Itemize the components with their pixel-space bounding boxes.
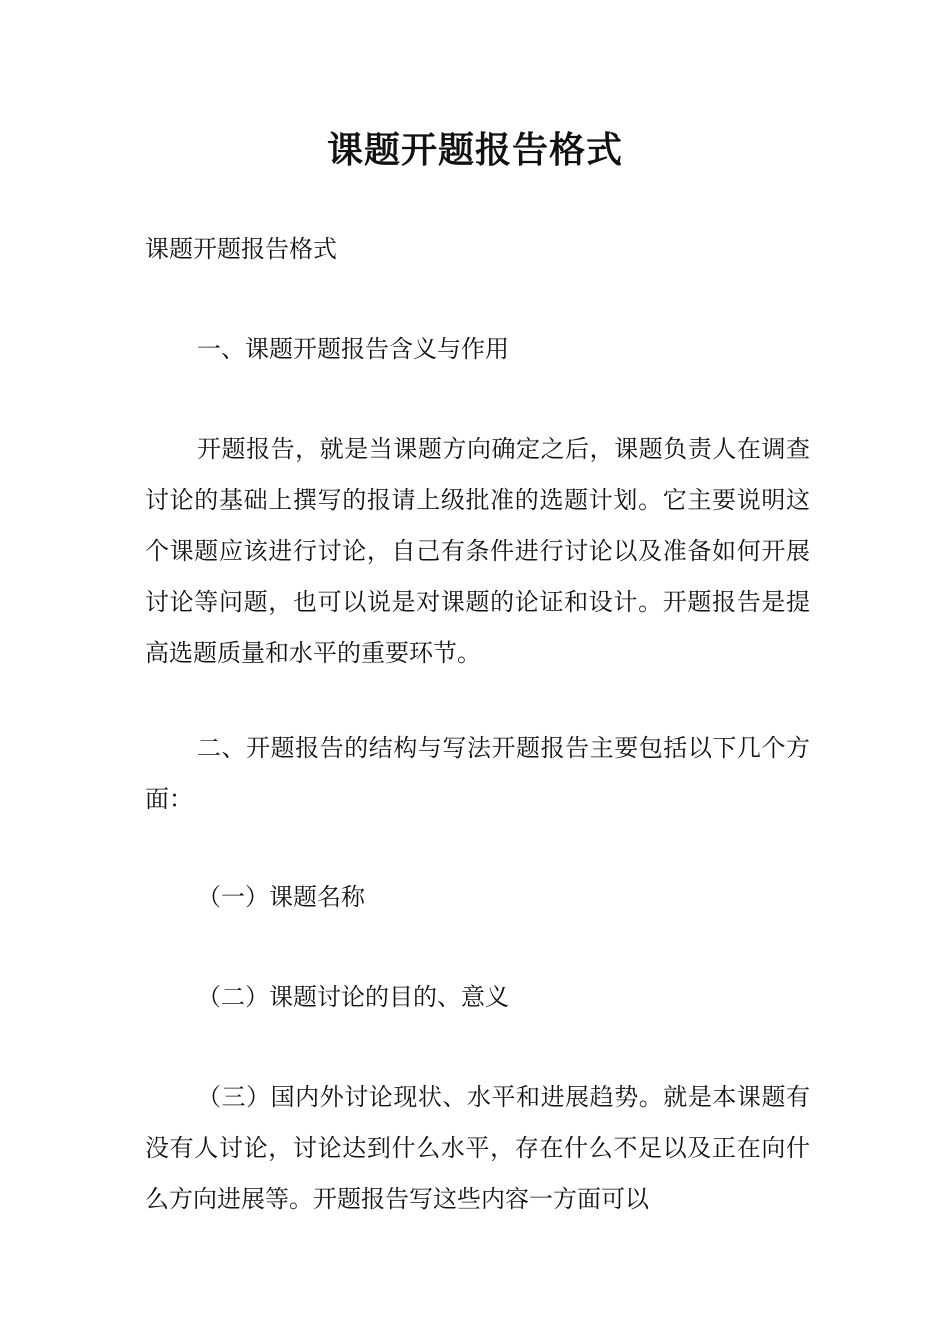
- section-2-paragraph: 二、开题报告的结构与写法开题报告主要包括以下几个方面：: [145, 734, 810, 813]
- section-1-heading: 一、课题开题报告含义与作用: [197, 335, 509, 363]
- list-item-topic-name: （一）课题名称: [197, 883, 365, 911]
- document-subtitle: 课题开题报告格式: [145, 235, 337, 263]
- list-item-purpose: （二）课题讨论的目的、意义: [197, 983, 509, 1011]
- document-title: 课题开题报告格式: [326, 130, 623, 171]
- list-item-research-status: （三）国内外讨论现状、水平和进展趋势。就是本课题有没有人讨论，讨论达到什么水平，存在什么不足以及正在向什么方向进展等。开题报告写这些内容一方面可以: [145, 1083, 810, 1213]
- definition-paragraph: 开题报告，就是当课题方向确定之后，课题负责人在调查讨论的基础上撰写的报请上级批准的选题计划。它主要说明这个课题应该进行讨论，自己有条件进行讨论以及准备如何开展讨论等问题，也可以说是对课题的论证和设计。开题报告是提高选题质量和水平的重要环节。: [145, 435, 810, 667]
